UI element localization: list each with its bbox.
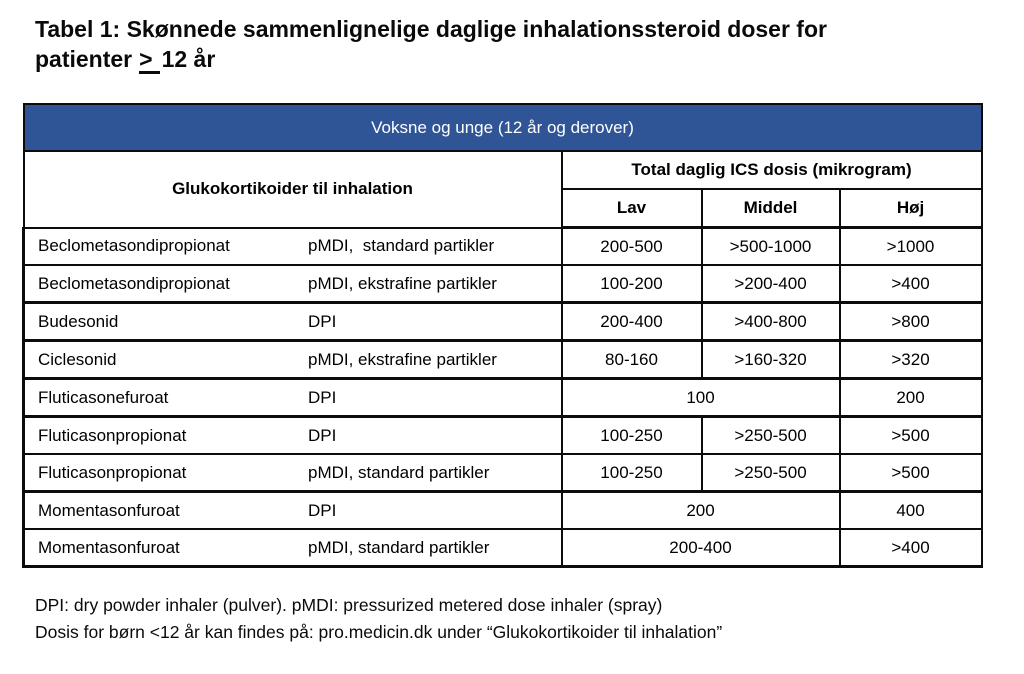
drug-name: Beclometasondipropionat <box>38 273 230 293</box>
dose-hoj-cell: 200 <box>840 379 982 417</box>
dose-middel-cell: >250-500 <box>702 454 840 492</box>
device-type: DPI <box>308 425 337 445</box>
device-type: DPI <box>308 500 337 520</box>
dose-lav-middel-merged-cell: 200-400 <box>562 529 840 567</box>
table-row <box>24 303 982 341</box>
table-row <box>24 417 982 455</box>
dose-middel-cell: >500-1000 <box>702 228 840 266</box>
drug-name: Fluticasonefuroat <box>38 387 169 407</box>
device-type: pMDI, standard partikler <box>308 462 490 482</box>
header-middel: Middel <box>702 189 840 228</box>
dose-lav-middel-merged-cell: 100 <box>562 379 840 417</box>
drug-name: Ciclesonid <box>38 349 117 369</box>
dose-hoj-cell: >1000 <box>840 228 982 266</box>
footnote-children-reference: Dosis for børn <12 år kan findes på: pro.medicin.dk under “Glukokortikoider til inhalation” <box>35 622 723 642</box>
dose-lav-cell: 100-200 <box>562 265 702 303</box>
footnote-abbreviations: DPI: dry powder inhaler (pulver). pMDI: pressurized metered dose inhaler (spray) <box>35 595 663 615</box>
table-band-title: Voksne og unge (12 år og derover) <box>24 104 982 151</box>
dose-hoj-cell: >800 <box>840 303 982 341</box>
drug-device-cell <box>24 341 562 379</box>
drug-device-cell <box>24 529 562 567</box>
dose-lav-cell: 100-250 <box>562 417 702 455</box>
footnotes <box>35 592 995 646</box>
drug-device-cell <box>24 228 562 266</box>
drug-device-cell <box>24 303 562 341</box>
drug-device-cell <box>24 379 562 417</box>
device-type: DPI <box>308 311 337 331</box>
table-row <box>24 265 982 303</box>
table-row <box>24 529 982 567</box>
dose-hoj-cell: >500 <box>840 417 982 455</box>
dose-lav-cell: 80-160 <box>562 341 702 379</box>
table-row <box>24 454 982 492</box>
device-type: pMDI, standard partikler <box>308 236 495 256</box>
header-hoj: Høj <box>840 189 982 228</box>
device-type: pMDI, ekstrafine partikler <box>308 273 497 293</box>
dose-lav-middel-merged-cell: 200 <box>562 492 840 530</box>
drug-name: Budesonid <box>38 311 119 331</box>
drug-device-cell <box>24 265 562 303</box>
table-header-row <box>24 151 982 189</box>
header-lav: Lav <box>562 189 702 228</box>
drug-device-cell <box>24 417 562 455</box>
table-caption <box>35 14 995 74</box>
dose-hoj-cell: >500 <box>840 454 982 492</box>
ics-dose-table <box>22 103 983 568</box>
caption-line-1: Tabel 1: Skønnede sammenlignelige daglige inhalationssteroid doser for <box>35 16 827 42</box>
dose-hoj-cell: 400 <box>840 492 982 530</box>
drug-name: Fluticasonpropionat <box>38 462 187 482</box>
header-glukokortikoider: Glukokortikoider til inhalation <box>24 151 562 228</box>
drug-device-cell <box>24 492 562 530</box>
dose-middel-cell: >200-400 <box>702 265 840 303</box>
dose-hoj-cell: >400 <box>840 529 982 567</box>
dose-lav-cell: 200-500 <box>562 228 702 266</box>
table-row <box>24 492 982 530</box>
dose-lav-cell: 100-250 <box>562 454 702 492</box>
device-type: pMDI, standard partikler <box>308 537 490 557</box>
drug-name: Momentasonfuroat <box>38 537 180 557</box>
dose-middel-cell: >160-320 <box>702 341 840 379</box>
greater-equal-symbol: > <box>139 47 159 74</box>
dose-lav-cell: 200-400 <box>562 303 702 341</box>
drug-name: Beclometasondipropionat <box>38 236 230 256</box>
drug-name: Fluticasonpropionat <box>38 425 187 445</box>
header-total-dose: Total daglig ICS dosis (mikrogram) <box>562 151 982 189</box>
drug-device-cell <box>24 454 562 492</box>
dose-hoj-cell: >400 <box>840 265 982 303</box>
table-row <box>24 341 982 379</box>
table-row <box>24 379 982 417</box>
dose-hoj-cell: >320 <box>840 341 982 379</box>
table-row <box>24 228 982 266</box>
table-band-row <box>24 104 982 151</box>
device-type: DPI <box>308 387 337 407</box>
drug-name: Momentasonfuroat <box>38 500 180 520</box>
caption-line-2: patienter > 12 år <box>35 46 216 72</box>
dose-middel-cell: >400-800 <box>702 303 840 341</box>
dose-middel-cell: >250-500 <box>702 417 840 455</box>
device-type: pMDI, ekstrafine partikler <box>308 349 497 369</box>
